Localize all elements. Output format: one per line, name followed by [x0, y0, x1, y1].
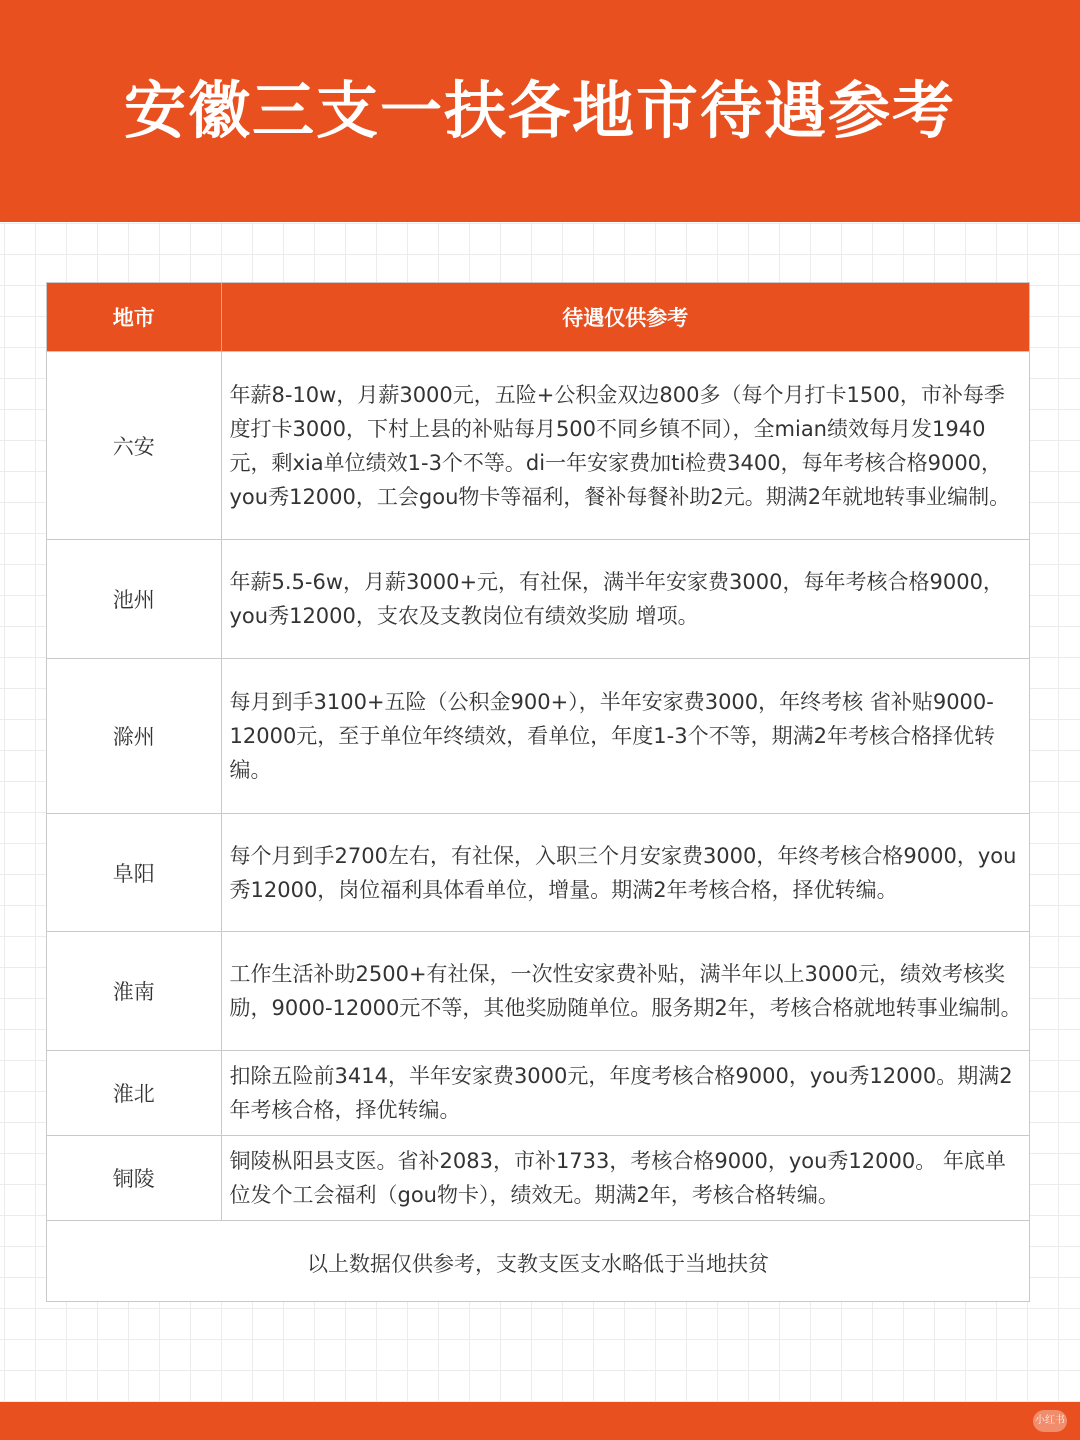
benefits-cell: 年薪8-10w，月薪3000元，五险+公积金双边800多（每个月打卡1500，市补每季度打卡3000，下村上县的补贴每月500不同乡镇不同），全mian绩效每月发1940元，剩xia单位绩效1-3个不等。di一年安家费加ti检费3400，每年考核合格9000，you秀12000，工会gou物卡等福利，餐补每餐补助2元。期满2年就地转事业编制。 [221, 352, 1029, 540]
bottom-bar [0, 1402, 1080, 1440]
city-cell: 淮南 [47, 932, 221, 1051]
benefits-cell: 铜陵枞阳县支医。省补2083，市补1733，考核合格9000，you秀12000。 年底单位发个工会福利（gou物卡），绩效无。期满2年，考核合格转编。 [221, 1136, 1029, 1221]
watermark-badge: 小红书 [1033, 1410, 1067, 1432]
benefits-table-grid [47, 283, 1029, 1305]
table-row [47, 540, 1029, 659]
city-cell: 六安 [47, 352, 221, 540]
column-header-benefits: 待遇仅供参考 [221, 283, 1029, 352]
table-header-row [47, 283, 1029, 352]
footer-note: 以上数据仅供参考，支教支医支水略低于当地扶贫 [47, 1221, 1029, 1305]
benefits-table [46, 282, 1030, 1302]
city-cell: 铜陵 [47, 1136, 221, 1221]
table-row [47, 1051, 1029, 1136]
benefits-cell: 扣除五险前3414，半年安家费3000元，年度考核合格9000，you秀12000。期满2年考核合格，择优转编。 [221, 1051, 1029, 1136]
page-title: 安徽三支一扶各地市待遇参考 [123, 74, 956, 147]
city-cell: 阜阳 [47, 814, 221, 932]
table-footer-row [47, 1221, 1029, 1305]
table-row [47, 932, 1029, 1051]
benefits-cell: 每月到手3100+五险（公积金900+），半年安家费3000，年终考核 省补贴9000-12000元，至于单位年终绩效，看单位，年度1-3个不等，期满2年考核合格择优转编。 [221, 659, 1029, 814]
table-row [47, 1136, 1029, 1221]
city-cell: 淮北 [47, 1051, 221, 1136]
benefits-cell: 年薪5.5-6w，月薪3000+元，有社保，满半年安家费3000，每年考核合格9000，you秀12000，支农及支教岗位有绩效奖励 增项。 [221, 540, 1029, 659]
city-cell: 滁州 [47, 659, 221, 814]
table-row [47, 659, 1029, 814]
table-row [47, 814, 1029, 932]
city-cell: 池州 [47, 540, 221, 659]
column-header-city: 地市 [47, 283, 221, 352]
benefits-cell: 工作生活补助2500+有社保，一次性安家费补贴，满半年以上3000元，绩效考核奖励，9000-12000元不等，其他奖励随单位。服务期2年，考核合格就地转事业编制。 [221, 932, 1029, 1051]
benefits-cell: 每个月到手2700左右，有社保，入职三个月安家费3000，年终考核合格9000，you秀12000，岗位福利具体看单位，增量。期满2年考核合格，择优转编。 [221, 814, 1029, 932]
table-row [47, 352, 1029, 540]
header-banner [0, 0, 1080, 222]
